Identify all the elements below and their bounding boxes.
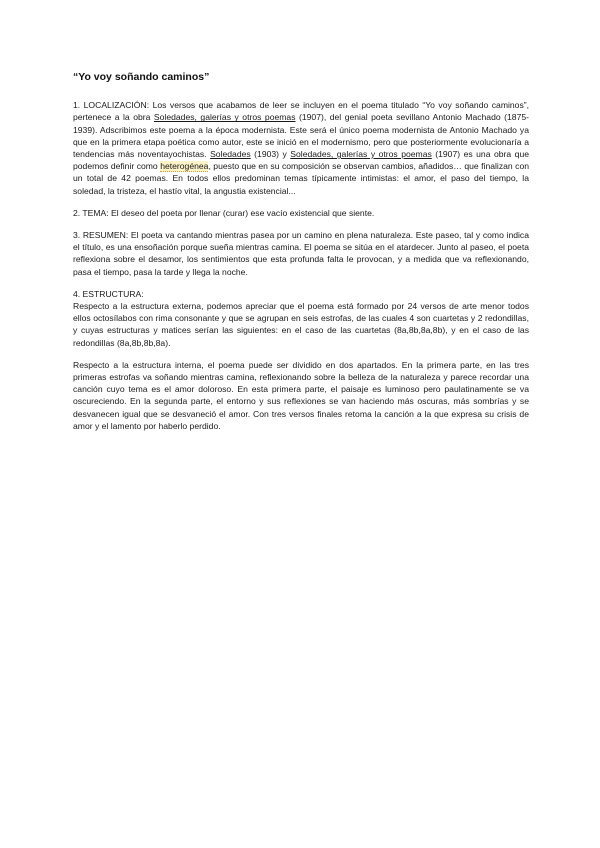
localizacion-text-3: (1903) y (250, 149, 291, 160)
localizacion-text-2: (1907), del genial poeta sevillano Antonio Machado (1875-1939). Adscribimos este poema a la época modernista. Este será el único poema modernista de Antonio Machado ya que en la primera etapa poética como autor, este se inició en el modernismo, pero que posteriormente evolucionaría a tendencias más noventayochistas. (73, 112, 529, 160)
section-tema: 2. TEMA: El deseo del poeta por llenar (curar) ese vacío existencial que siente. (73, 207, 375, 218)
section-localizacion (73, 99, 529, 197)
document-body (73, 71, 529, 442)
document-title: “Yo voy soñando caminos” (73, 71, 210, 83)
section-estructura-externa: Respecto a la estructura externa, podemos apreciar que el poema está formado por 24 versos de arte menor todos ellos octosílabos con rima consonante y que se agrupan en seis estrofas, de las cuales 4 son cuartetas y 2 redondillas, y cuyas estructuras y matices serían las siguientes: en el caso de las cuartetas (8a,8b,8a,8b), y en el caso de las redondillas (8a,8b,8b,8a). (73, 301, 529, 348)
book-title-link: Soledades, galerías y otros poemas (153, 112, 296, 123)
highlighted-word: heterogénea (160, 161, 209, 172)
book-title-soledades: Soledades (210, 149, 251, 160)
section-estructura-interna: Respecto a la estructura interna, el poema puede ser dividido en dos apartados. En la primera parte, en las tres primeras estrofas va soñando mientras camina, reflexionando sobre la belleza de la naturaleza y parece recordar una canción cuyo tema es el amor doloroso. En esta primera parte, el paisaje es luminoso pero paulatinamente se va oscureciendo. En la segunda parte, el entorno y sus reflexiones se van haciendo más oscuras, más sombrías y se desvanecen igual que se desvaneció el amor. Con tres versos finales retoma la canción a la que expresa su crisis de amor y el lamento por haberlo perdido. (73, 359, 529, 431)
localizacion-text-4: (1907) es una obra que podemos definir como (73, 149, 529, 172)
localizacion-text-5: , puesto que en su composición se observan cambios, añadidos… que finalizan con un total de 42 poemas. En todos ellos predominan temas típicamente intimistas: el amor, el paso del tiempo, la soledad, la tristeza, el hastío vital, la angustia existencial... (73, 161, 529, 196)
book-title-link-2: Soledades, galerías y otros poemas (290, 149, 432, 160)
localizacion-text-1: 1. LOCALIZACIÓN: Los versos que acabamos de leer se incluyen en el poema titulado “Yo voy soñando caminos”, pertenece a la obra (73, 100, 529, 123)
section-estructura-heading: 4. ESTRUCTURA: (73, 288, 144, 299)
section-resumen: 3. RESUMEN: El poeta va cantando mientras pasea por un camino en plena naturaleza. Este paseo, tal y como indica el título, es una ensoñación porque sueña mientras camina. El poema se sitúa en el atardecer. Junto al paseo, el poeta reflexiona sobre el desamor, los sentimientos que esta profunda falta le provocan, y a medida que va reflexionando, pasa el tiempo, pasa la tarde y llega la noche. (73, 230, 529, 277)
